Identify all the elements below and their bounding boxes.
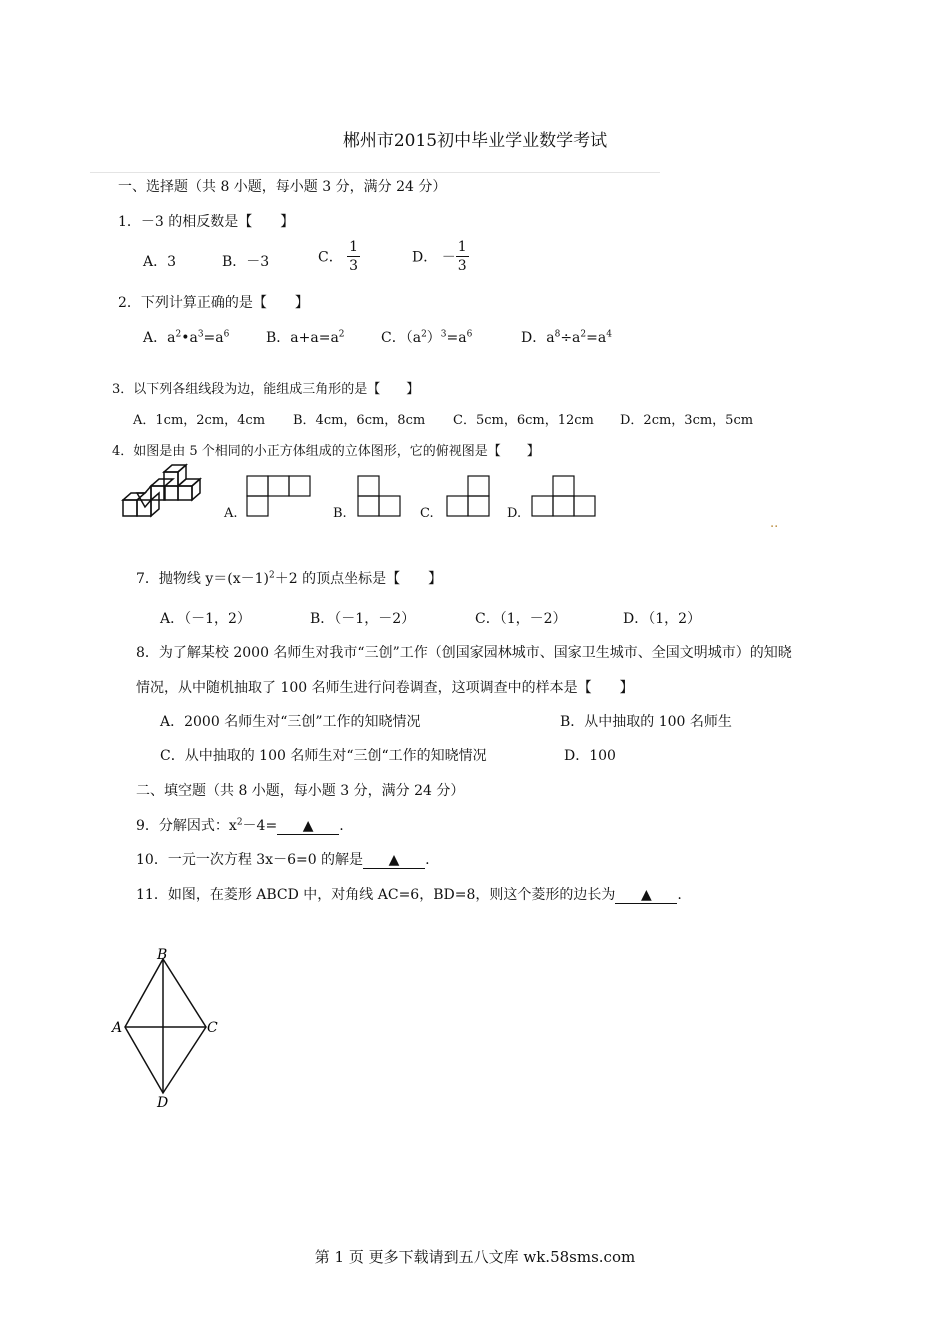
exponent: 2: [175, 329, 182, 340]
question-3-option-c: C．5cm，6cm，12cm: [453, 413, 594, 428]
text: D．a: [521, 330, 555, 346]
text: 9．分解因式：x: [136, 818, 237, 834]
rhombus-outline: [125, 959, 206, 1093]
question-4-option-c-label: C.: [420, 506, 434, 521]
question-8-option-d: D．100: [564, 748, 616, 764]
question-11: [136, 884, 682, 904]
question-3-option-d: D．2cm，3cm，5cm: [620, 413, 754, 428]
text: C．（a: [381, 330, 422, 346]
question-8-option-c: C．从中抽取的 100 名师生对“三创“工作的知晓情况: [160, 748, 487, 764]
exponent: 3: [440, 329, 447, 340]
text: ）: [426, 330, 441, 346]
question-1-option-b: B．－3: [222, 254, 270, 270]
question-4-option-a-figure: [246, 474, 314, 518]
text: B．a+a=a: [266, 330, 339, 346]
option-label: C．: [318, 249, 343, 266]
exponent: 3: [197, 329, 204, 340]
text: ＋2 的顶点坐标是【 】: [274, 571, 443, 587]
numerator: 1: [457, 239, 467, 255]
vertex-label-c: C: [207, 1020, 218, 1036]
text: A．a: [143, 330, 176, 346]
question-8-stem-line-2: 情况，从中随机抽取了 100 名师生进行问卷调查，这项调查中的样本是【 】: [136, 680, 634, 696]
minus-sign: －: [441, 249, 456, 266]
question-10: [136, 849, 430, 869]
denominator: 3: [349, 258, 359, 274]
answer-blank: ▲: [277, 818, 339, 835]
denominator: 3: [457, 258, 467, 274]
question-2-option-d: [521, 327, 612, 347]
numerator: 1: [349, 239, 359, 255]
text: .: [339, 818, 344, 834]
section-heading-choice: 一、选择题（共 8 小题，每小题 3 分，满分 24 分）: [118, 179, 447, 195]
text: =a: [586, 330, 607, 346]
vertex-label-d: D: [157, 1095, 169, 1111]
question-3-stem: 3．以下列各组线段为边，能组成三角形的是【 】: [112, 382, 420, 397]
exponent: 6: [466, 329, 473, 340]
exponent: 2: [580, 329, 587, 340]
exponent: 2: [338, 329, 345, 340]
question-1-stem: 1．－3 的相反数是【 】: [118, 214, 295, 230]
question-3-option-b: B．4cm，6cm，8cm: [293, 413, 426, 428]
text: .: [677, 887, 682, 903]
text: －4=: [242, 818, 278, 834]
question-2-option-b: [266, 327, 345, 347]
divider: [90, 172, 660, 173]
question-1-option-a: A．3: [143, 254, 177, 270]
question-8-option-b: B．从中抽取的 100 名师生: [560, 714, 732, 730]
rhombus-figure: [108, 943, 224, 1111]
question-2-option-a: [143, 327, 229, 347]
fraction: [347, 238, 360, 275]
vertex-label-b: B: [157, 947, 168, 963]
text: 11．如图，在菱形 ABCD 中，对角线 AC=6，BD=8，则这个菱形的边长为: [136, 887, 616, 903]
question-4-option-b-label: B.: [333, 506, 347, 521]
question-7-option-c: C．（1，－2）: [475, 611, 567, 627]
exponent: 2: [236, 817, 243, 828]
question-3-option-a: A．1cm，2cm，4cm: [133, 413, 266, 428]
question-7-option-d: D．（1，2）: [623, 611, 702, 627]
exponent: 8: [554, 329, 561, 340]
question-2-option-c: [381, 327, 472, 347]
question-4-option-b-figure: [357, 474, 403, 518]
question-7-stem: [136, 568, 442, 588]
question-9: [136, 815, 344, 835]
text: ÷a: [560, 330, 581, 346]
question-7-option-b: B．（－1，－2）: [310, 611, 416, 627]
page-title: 郴州市2015初中毕业学业数学考试: [342, 131, 608, 151]
question-1-option-c: [318, 238, 360, 275]
question-4-option-a-label: A.: [224, 506, 238, 521]
question-8-option-a: A．2000 名师生对“三创”工作的知晓情况: [160, 714, 421, 730]
stray-dots: ..: [770, 516, 779, 531]
question-4-option-d-label: D.: [507, 506, 522, 521]
exponent: 6: [223, 329, 230, 340]
question-4-stem: 4．如图是由 5 个相同的小正方体组成的立体图形，它的俯视图是【 】: [112, 444, 540, 459]
text: =a: [203, 330, 224, 346]
question-8-stem-line-1: 8．为了解某校 2000 名师生对我市“三创”工作（创国家园林城市、国家卫生城市、全国文明城市）的知晓: [136, 645, 792, 661]
exponent: 4: [606, 329, 612, 340]
answer-blank: ▲: [363, 852, 425, 869]
question-7-option-a: A．（－1，2）: [160, 611, 251, 627]
question-4-option-c-figure: [446, 474, 492, 518]
page-footer: 第 1 页 更多下载请到五八文库 wk.58sms.com: [314, 1248, 636, 1266]
exponent: 2: [269, 570, 275, 581]
text: .: [425, 852, 430, 868]
question-2-stem: 2．下列计算正确的是【 】: [118, 295, 309, 311]
section-heading-fill-in: 二、填空题（共 8 小题，每小题 3 分，满分 24 分）: [136, 783, 465, 799]
vertex-label-a: A: [112, 1020, 123, 1036]
cube-solid-figure: [118, 462, 208, 522]
text: 7．抛物线 y＝(x－1): [136, 571, 269, 587]
question-4-option-d-figure: [531, 474, 599, 518]
exponent: 2: [421, 329, 427, 340]
question-1-option-d: [412, 238, 469, 275]
fraction: [456, 238, 469, 275]
option-label: D．: [412, 249, 438, 266]
text: •a: [181, 330, 198, 346]
text: =a: [446, 330, 467, 346]
text: 10．一元一次方程 3x－6=0 的解是: [136, 852, 364, 868]
answer-blank: ▲: [615, 887, 677, 904]
